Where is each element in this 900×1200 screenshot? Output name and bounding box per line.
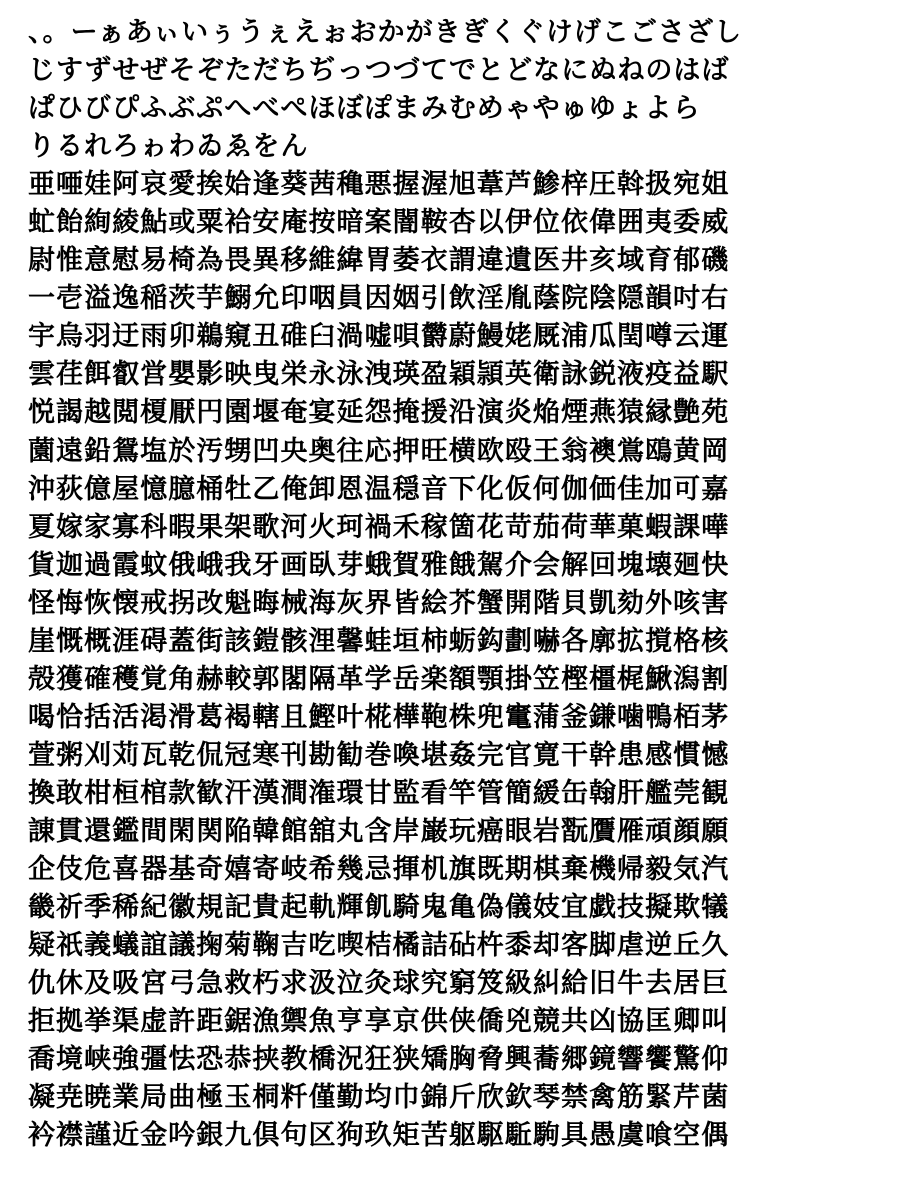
specimen-line-hiragana-1: 、。ーぁあぃいぅうぇえぉおかがきぎくぐけげこごさざし xyxy=(28,17,743,48)
specimen-line-kanji-2: 虻飴絢綾鮎或粟袷安庵按暗案闇鞍杏以伊位依偉囲夷委威 xyxy=(28,207,730,239)
kanji-specimen-sheet xyxy=(28,14,878,1194)
specimen-line-kanji-5: 宇烏羽迂雨卯鵜窺丑碓臼渦嘘唄欝蔚鰻姥厩浦瓜閏噂云運 xyxy=(28,321,730,353)
specimen-line-kanji-10: 夏嫁家寡科暇果架歌河火珂禍禾稼箇花苛茄荷華菓蝦課嘩 xyxy=(28,511,730,543)
specimen-line-kanji-16: 萱粥刈苅瓦乾侃冠寒刊勘勧巻喚堪姦完官寛干幹患感慣憾 xyxy=(28,739,730,771)
specimen-line-kanji-23: 拒拠挙渠虚許距鋸漁禦魚亨享京供侠僑兇競共凶協匡卿叫 xyxy=(28,1006,730,1038)
specimen-line-kanji-11: 貨迦過霞蚊俄峨我牙画臥芽蛾賀雅餓駕介会解回塊壊廻快 xyxy=(28,549,730,581)
specimen-line-kanji-8: 薗遠鉛鴛塩於汚甥凹央奥往応押旺横欧殴王翁襖鴬鴎黄岡 xyxy=(28,435,730,467)
specimen-line-kanji-26: 衿襟謹近金吟銀九倶句区狗玖矩苦躯駆駈駒具愚虞喰空偶 xyxy=(28,1120,730,1152)
specimen-line-kanji-22: 仇休及吸宮弓急救朽求汲泣灸球究窮笈級糾給旧牛去居巨 xyxy=(28,968,730,1000)
specimen-line-kanji-21: 疑祇義蟻誼議掬菊鞠吉吃喫桔橘詰砧杵黍却客脚虐逆丘久 xyxy=(28,930,730,962)
specimen-line-kanji-20: 畿祈季稀紀徽規記貴起軌輝飢騎鬼亀偽儀妓宜戯技擬欺犠 xyxy=(28,892,730,924)
specimen-line-kanji-9: 沖荻億屋憶臆桶牡乙俺卸恩温穏音下化仮何伽価佳加可嘉 xyxy=(28,473,730,505)
specimen-line-kanji-7: 悦謁越閲榎厭円園堰奄宴延怨掩援沿演炎焔煙燕猿縁艶苑 xyxy=(28,397,730,429)
specimen-line-kanji-12: 怪悔恢懐戒拐改魁晦械海灰界皆絵芥蟹開階貝凱劾外咳害 xyxy=(28,587,730,619)
specimen-line-kanji-24: 喬境峡強彊怯恐恭挟教橋況狂狭矯胸脅興蕎郷鏡響饗驚仰 xyxy=(28,1044,730,1076)
specimen-line-kanji-25: 凝尭暁業局曲極玉桐粁僅勤均巾錦斤欣欽琴禁禽筋緊芹菌 xyxy=(28,1082,730,1114)
specimen-line-kanji-18: 諌貫還鑑間閑関陥韓館舘丸含岸巌玩癌眼岩翫贋雁頑顔願 xyxy=(28,815,730,847)
specimen-line-kanji-14: 殻獲確穫覚角赫較郭閣隔革学岳楽額顎掛笠樫橿梶鰍潟割 xyxy=(28,663,730,695)
specimen-line-kanji-15: 喝恰括活渇滑葛褐轄且鰹叶椛樺鞄株兜竃蒲釜鎌噛鴨栢茅 xyxy=(28,701,730,733)
specimen-line-kanji-4: 一壱溢逸稲茨芋鰯允印咽員因姻引飲淫胤蔭院陰隠韻吋右 xyxy=(28,283,730,315)
specimen-line-hiragana-4: りるれろゎわゐゑをん xyxy=(28,131,309,163)
specimen-line-hiragana-3: ぱひびぴふぶぷへべぺほぼぽまみむめゃやゅゆょよら xyxy=(28,93,701,125)
specimen-line-kanji-6: 雲荏餌叡営嬰影映曳栄永泳洩瑛盈穎頴英衛詠鋭液疫益駅 xyxy=(28,359,730,391)
specimen-line-hiragana-2: じすずせぜそぞただちぢっつづてでとどなにぬねのはば xyxy=(28,55,730,87)
specimen-line-kanji-19: 企伎危喜器基奇嬉寄岐希幾忌揮机旗既期棋棄機帰毅気汽 xyxy=(28,854,730,886)
specimen-line-kanji-17: 換敢柑桓棺款歓汗漢澗潅環甘監看竿管簡緩缶翰肝艦莞観 xyxy=(28,777,730,809)
specimen-line-kanji-1: 亜唖娃阿哀愛挨姶逢葵茜穐悪握渥旭葦芦鯵梓圧斡扱宛姐 xyxy=(28,169,730,201)
specimen-line-kanji-13: 崖慨概涯碍蓋街該鎧骸浬馨蛙垣柿蛎鈎劃嚇各廓拡撹格核 xyxy=(28,625,730,657)
specimen-line-kanji-3: 尉惟意慰易椅為畏異移維緯胃萎衣謂違遺医井亥域育郁磯 xyxy=(28,245,730,277)
